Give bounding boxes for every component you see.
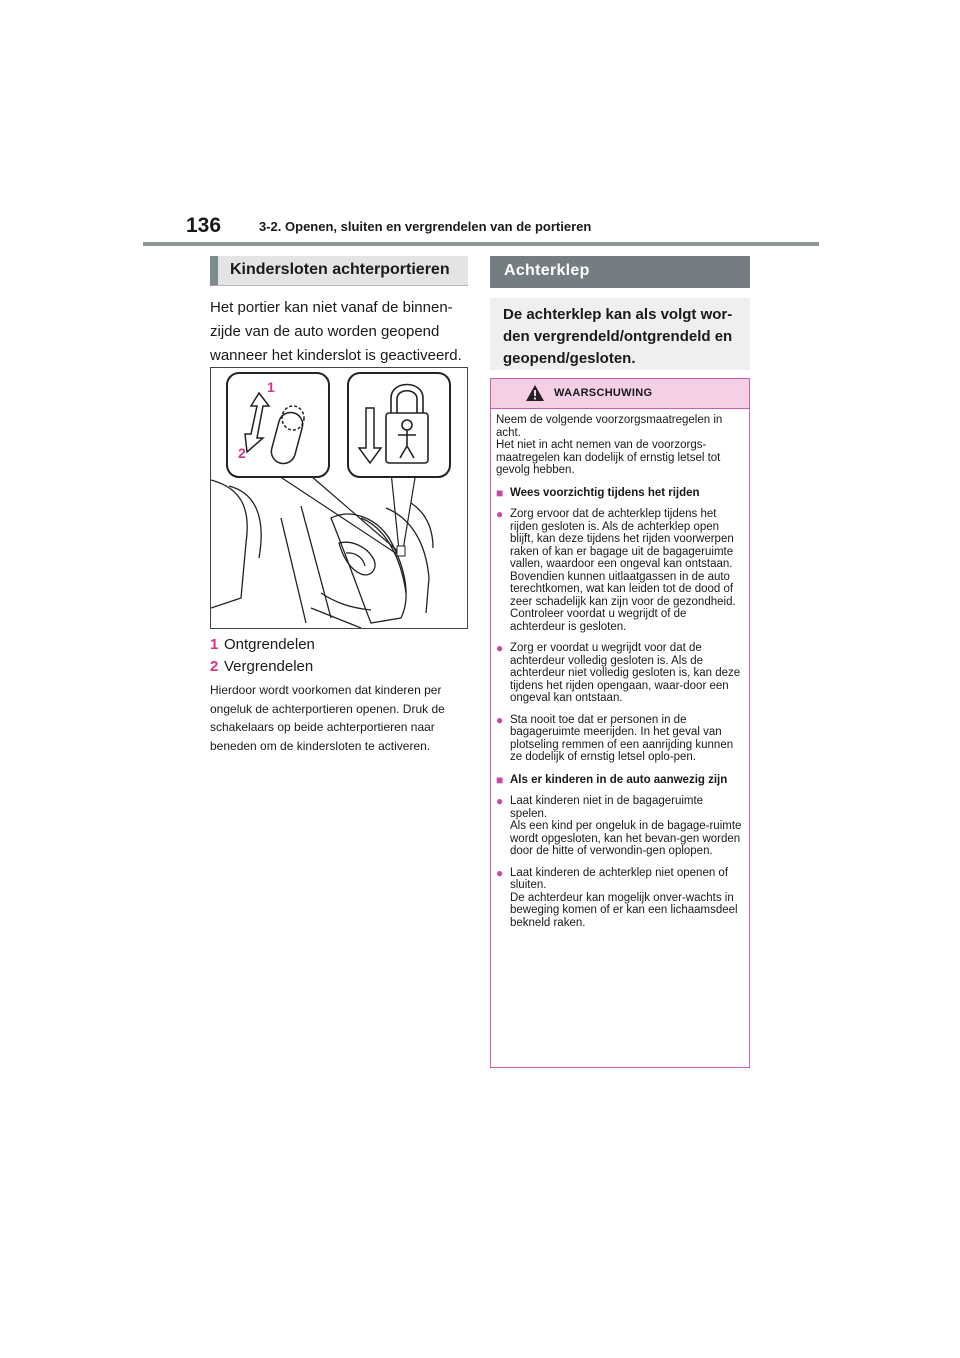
round-bullet-icon: ●	[496, 507, 504, 521]
legend-text: Ontgrendelen	[224, 636, 315, 653]
legend-item	[210, 658, 313, 675]
round-bullet-icon: ●	[496, 865, 504, 880]
legend-text: Vergrendelen	[224, 658, 314, 675]
bullet-text: Laat kinderen de achterklep niet openen of sluiten.	[510, 866, 729, 891]
bullet-text: Als een kind per ongeluk in de bagage-ruimte wordt opgesloten, kan het bevan-gen worden door de hitte of verwondin-gen oplopen.	[510, 820, 742, 857]
warning-subheading	[496, 774, 743, 787]
warning-bullet	[496, 508, 743, 633]
warning-bullet	[496, 642, 743, 705]
bullet-text: Laat kinderen niet in de bagageruimte spelen.	[510, 795, 704, 820]
chapter-title: 3-2. Openen, sluiten en vergrendelen van de portieren	[259, 219, 592, 234]
child-lock-intro: Het portier kan niet vanaf de binnen-zijde van de auto worden geopend wanneer het kinderslot is geactiveerd.	[210, 299, 462, 364]
bullet-text: Bovendien kunnen uitlaatgassen in de auto terechtkomen, wat kan leiden tot de dood of zeer schadelijk kan zijn voor de gezondheid. Controleer voordat u wegrijdt of de achterdeur is gesloten.	[510, 570, 736, 633]
section-heading-child-locks: Kindersloten achterportieren	[210, 256, 468, 286]
bullet-text: Sta nooit toe dat er personen in de bagageruimte meerijden. In het geval van plotseling remmen of een aanrijding kunnen ze dodelijk of ernstig letsel oplo-pen.	[510, 713, 734, 763]
bullet-text: De achterdeur kan mogelijk onver-wachts in beweging komen of er kan een lichaamsdeel bekneld raken.	[510, 891, 738, 929]
warning-subheading	[496, 487, 743, 500]
child-lock-switch	[397, 546, 405, 556]
warning-title: WAARSCHUWING	[554, 387, 653, 399]
door-panel-line	[211, 480, 247, 608]
round-bullet-icon: ●	[496, 641, 504, 655]
tailgate-intro: De achterklep kan als volgt wor-den vergrendeld/ontgrendeld en geopend/gesloten.	[490, 298, 750, 370]
round-bullet-icon: ●	[496, 794, 504, 808]
warning-triangle-icon	[525, 384, 545, 402]
warning-intro-line: Het niet in acht nemen van de voorzorgs-maatregelen kan dodelijk of ernstig letsel tot gevolg hebben.	[496, 439, 721, 476]
legend-item	[210, 636, 315, 653]
warning-bullet	[496, 714, 743, 764]
warning-intro-line: Neem de volgende voorzorgsmaatregelen in acht.	[496, 414, 723, 439]
child-lock-illustration	[210, 367, 468, 629]
subheading-text: Als er kinderen in de auto aanwezig zijn	[510, 773, 728, 786]
round-bullet-icon: ●	[496, 712, 504, 727]
warning-bullet	[496, 795, 743, 858]
subheading-text: Wees voorzichtig tijdens het rijden	[510, 486, 700, 499]
callout-1: 1	[267, 379, 275, 395]
page-number: 136	[186, 214, 222, 237]
square-bullet-icon: ■	[496, 772, 504, 787]
callout-2: 2	[238, 445, 246, 461]
section-heading-tailgate: Achterklep	[490, 256, 750, 288]
warning-header	[491, 379, 749, 409]
bullet-text: Zorg er voordat u wegrijdt voor dat de achterdeur volledig gesloten is. Als de achterdeur niet volledig gesloten is, kan deze tijdens het rijden opengaan, waar-door een ongeval kan ontstaan.	[510, 642, 741, 704]
child-lock-note: Hierdoor wordt voorkomen dat kinderen per ongeluk de achterportieren openen. Druk de schakelaars op beide achterportieren naar beneden om de kindersloten te activeren.	[210, 683, 445, 753]
warning-body	[491, 409, 749, 929]
square-bullet-icon: ■	[496, 485, 504, 500]
header-divider	[143, 242, 819, 246]
bullet-text: Zorg ervoor dat de achterklep tijdens het rijden gesloten is. Als de achterklep open blijft, kan deze tijdens het rijden voorwerpen raken of kan er bagage uit de bagageruimte vallen, waardoor een ongeval kan ontstaan.	[510, 508, 734, 570]
warning-box	[490, 378, 750, 1068]
legend-number: 2	[210, 658, 219, 675]
warning-bullet	[496, 867, 743, 930]
lock-symbol-inset	[348, 373, 450, 477]
legend-number: 1	[210, 636, 219, 653]
door-drawing	[211, 368, 467, 628]
